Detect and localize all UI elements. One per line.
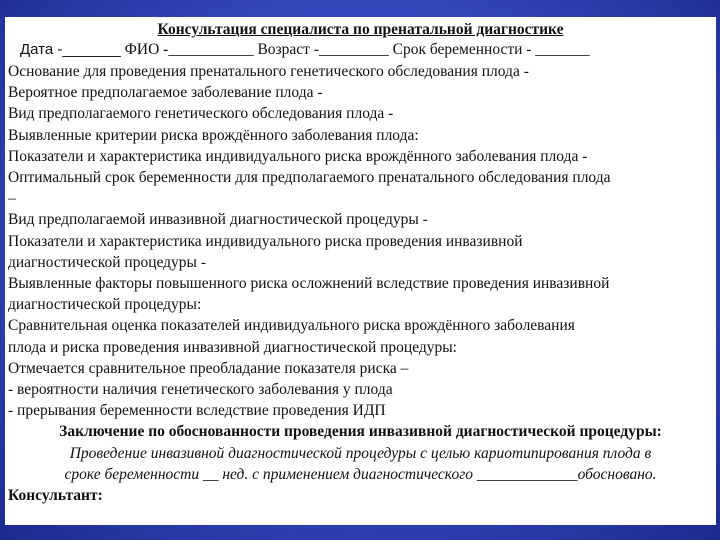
consultant-label: Консультант: (8, 487, 103, 505)
form-line: плода и риска проведения инвазивной диагностической процедуры: (8, 338, 457, 356)
pregnancy-term-field: Срок беременности - _______ (392, 41, 590, 58)
form-line: Вид предполагаемой инвазивной диагностической процедуры - (8, 211, 428, 229)
form-line: - вероятности наличия генетического заболевания у плода (8, 381, 393, 399)
form-line: Вероятное предполагаемое заболевание плода - (8, 84, 323, 102)
form-line: Показатели и характеристика индивидуального риска проведения инвазивной (8, 232, 523, 250)
age-field: Возраст -_________ (257, 41, 389, 58)
form-line: Оптимальный срок беременности для предполагаемого пренатального обследования плода (8, 169, 611, 187)
form-line: диагностической процедуры - (8, 253, 207, 271)
conclusion-text-line: сроке беременности __ нед. с применением диагностического _____________обосновано. (64, 465, 657, 483)
form-line: Выявленные факторы повышенного риска осложнений вследствие проведения инвазивной (8, 275, 610, 293)
form-title: Консультация специалиста по пренатальной диагностике (157, 21, 564, 38)
form-line: Показатели и характеристика индивидуального риска врождённого заболевания плода - (8, 147, 588, 165)
form-line: Отмечается сравнительное преобладание показателя риска – (8, 359, 409, 377)
form-line: – (8, 190, 16, 208)
form-line: - прерывания беременности вследствие проведения ИДП (8, 402, 386, 420)
form-line: Вид предполагаемого генетического обследования плода - (8, 105, 394, 123)
consultation-form (5, 17, 716, 525)
patient-fields-row (8, 39, 713, 61)
date-field: Дата -_______ (20, 41, 121, 58)
form-line: Основание для проведения пренатального генетического обследования плода - (8, 63, 529, 80)
form-line: Выявленные критерии риска врождённого заболевания плода: (8, 126, 419, 144)
form-line: диагностической процедуры: (8, 296, 202, 314)
fio-field: ФИО -___________ (124, 41, 254, 58)
form-line: Сравнительная оценка показателей индивидуального риска врождённого заболевания (8, 317, 575, 335)
conclusion-text-line: Проведение инвазивной диагностической процедуры с целью кариотипирования плода в (69, 444, 652, 462)
conclusion-heading: Заключение по обоснованности проведения инвазивной диагностической процедуры: (59, 423, 662, 441)
